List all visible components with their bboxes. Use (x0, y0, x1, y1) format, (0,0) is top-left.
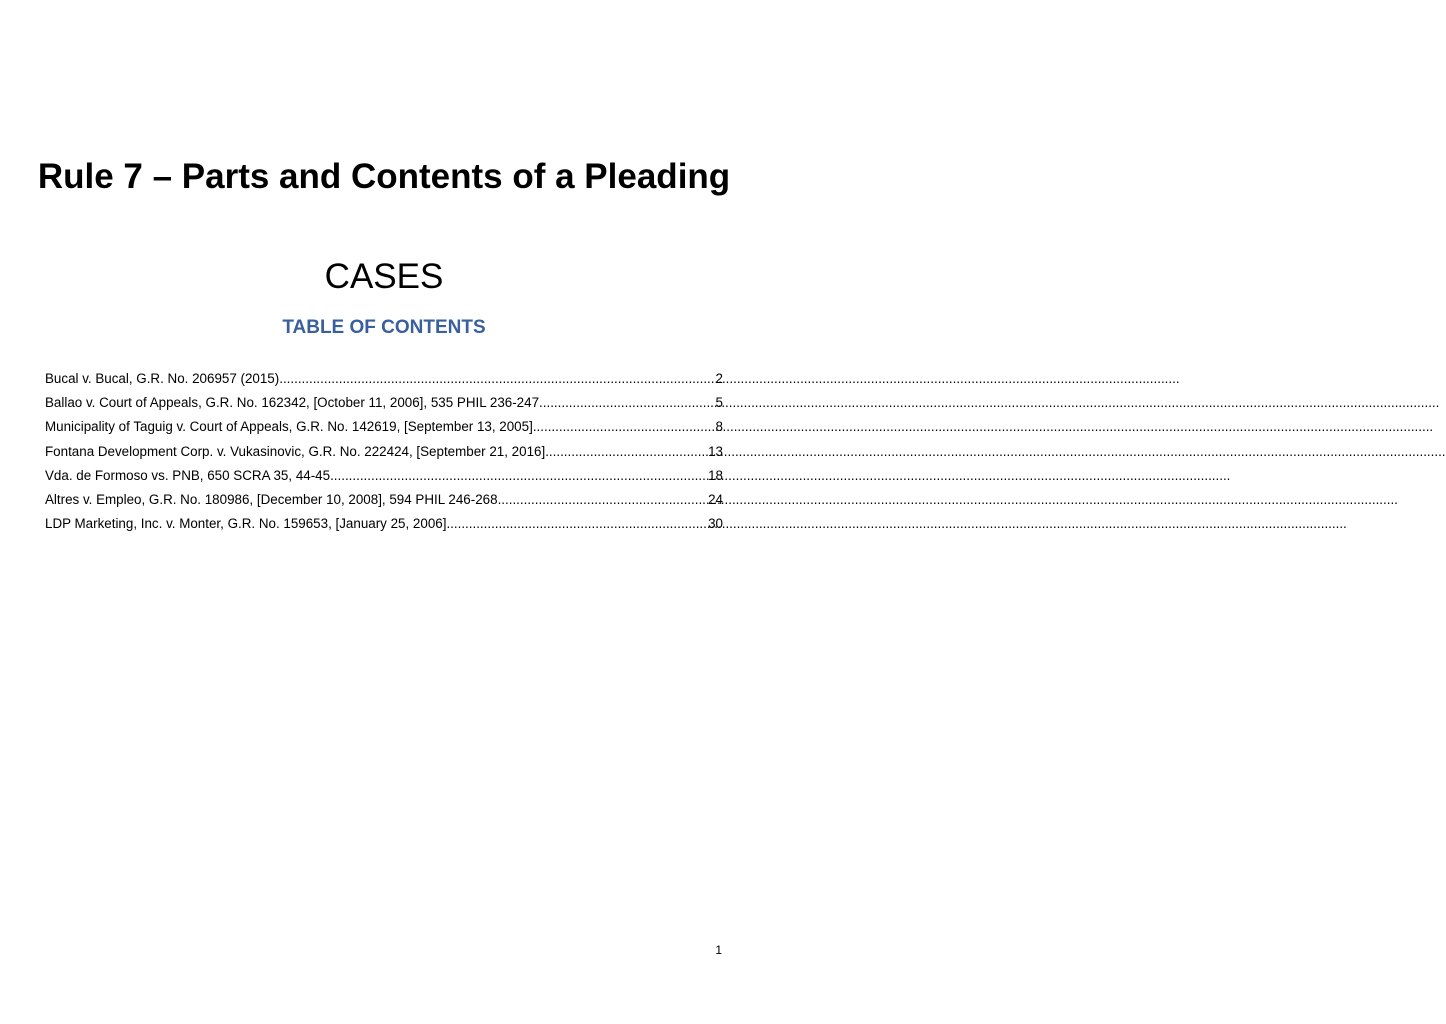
toc-entry[interactable] (45, 417, 723, 441)
toc-entry[interactable] (45, 466, 723, 490)
document-subtitle: CASES (324, 257, 444, 296)
toc-entry-title: LDP Marketing, Inc. v. Monter, G.R. No. 159653, [January 25, 2006] (45, 516, 447, 532)
toc-entry-title: Fontana Development Corp. v. Vukasinovic, G.R. No. 222424, [September 21, 2016] (45, 443, 546, 459)
toc-entry-page: 8 (715, 419, 723, 435)
toc-dot-leader (330, 466, 708, 486)
toc-entry-title: Vda. de Formoso vs. PNB, 650 SCRA 35, 44-45 (45, 467, 331, 483)
toc-heading: TABLE OF CONTENTS (282, 317, 486, 338)
page-number: 1 (715, 943, 722, 957)
toc-entry-page: 18 (708, 467, 723, 483)
toc-entry-page: 13 (708, 443, 723, 459)
toc-dot-leader (545, 442, 708, 462)
toc-dot-leader (446, 514, 708, 534)
toc-entry-page: 5 (715, 395, 723, 411)
table-of-contents (45, 369, 723, 538)
toc-entry-title: Bucal v. Bucal, G.R. No. 206957 (2015) (45, 371, 280, 386)
toc-entry-page: 24 (708, 491, 723, 507)
toc-entry-title: Altres v. Empleo, G.R. No. 180986, [December 10, 2008], 594 PHIL 246-268 (45, 491, 498, 507)
toc-dot-leader (498, 490, 709, 510)
toc-entry[interactable] (45, 393, 723, 417)
toc-entry-page: 2 (715, 371, 723, 386)
toc-dot-leader (539, 393, 716, 413)
toc-entry-page: 30 (708, 516, 723, 532)
toc-entry[interactable] (45, 490, 723, 514)
toc-entry[interactable] (45, 369, 723, 393)
toc-dot-leader (533, 417, 716, 437)
toc-dot-leader (279, 369, 715, 389)
toc-entry-title: Municipality of Taguig v. Court of Appeals, G.R. No. 142619, [September 13, 2005] (45, 419, 533, 435)
document-title: Rule 7 – Parts and Contents of a Pleading (37, 157, 731, 196)
toc-entry[interactable] (45, 514, 723, 538)
toc-entry-title: Ballao v. Court of Appeals, G.R. No. 162342, [October 11, 2006], 535 PHIL 236-247 (45, 395, 540, 411)
toc-entry[interactable] (45, 442, 723, 466)
